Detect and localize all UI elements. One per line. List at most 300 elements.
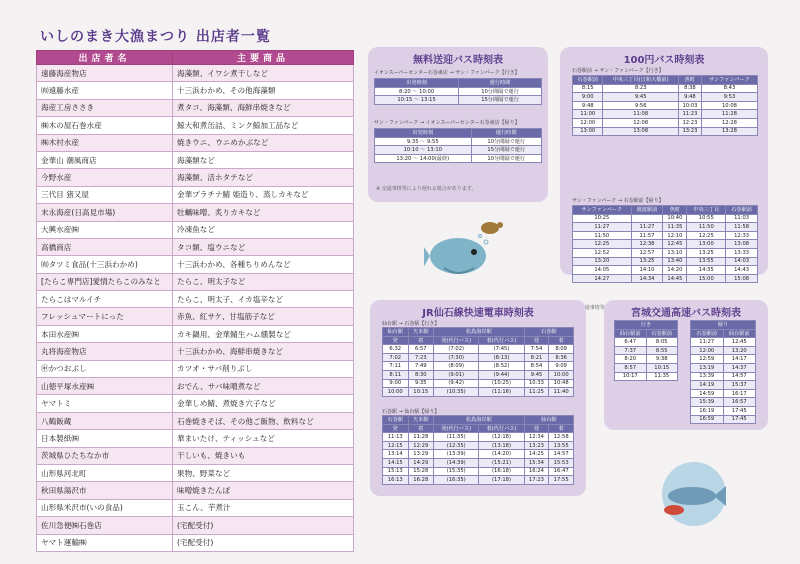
jr-go-row-cell: (9:01) [434, 370, 479, 379]
jr-go-row-cell: 8:54 [524, 362, 549, 371]
bus100-back-row-cell: 14:45 [663, 274, 687, 283]
jr-station-header: 仙台駅 [383, 328, 409, 337]
bus100-go-row [573, 118, 758, 127]
highway-back-row [691, 381, 756, 390]
vendor-name: 高橋商店 [37, 238, 173, 255]
vendor-row [37, 204, 354, 221]
jr-go-row-cell: (8:13) [479, 353, 524, 362]
highway-back-row [691, 338, 756, 347]
bus100-go-header: 魚町 [678, 76, 701, 85]
vendor-row [37, 134, 354, 151]
highway-go-row [615, 346, 678, 355]
vendor-name: 日本製紙㈱ [37, 430, 173, 447]
bus100-back-row-cell: 13:25 [631, 257, 663, 266]
shuttle-back-row [375, 137, 542, 146]
jr-go-row [383, 353, 574, 362]
shuttle-note: ※ 交通事情等により遅れる場合があります。 [376, 186, 477, 192]
bus100-go-table [572, 75, 758, 136]
vendor-row [37, 117, 354, 134]
shuttle-go-row-cell: 8:20 ～ 10:00 [375, 87, 459, 96]
highway-go-row-cell: 8:20 [615, 355, 647, 364]
bus100-go-row-cell: 10:08 [701, 101, 757, 110]
bus100-back-row [573, 214, 758, 223]
vendor-products: 赤魚、紅サケ、甘塩筋子など [173, 308, 354, 325]
jr-back-row-cell: 14:15 [383, 458, 409, 467]
vendor-products: タコ類、塩ウニなど [173, 238, 354, 255]
vendor-row [37, 499, 354, 516]
vendor-products: 海藻類、活ホタテなど [173, 169, 354, 186]
jr-go-row [383, 388, 574, 397]
jr-go-row-cell: 10:15 [408, 388, 434, 397]
jr-sub-header: 着 [549, 336, 574, 345]
jr-back-row-cell: (15:35) [434, 467, 479, 476]
highway-go-row [615, 338, 678, 347]
shuttle-back-row-cell: 10分間隔で運行 [471, 137, 541, 146]
bus100-go-row [573, 127, 758, 136]
highway-back-row [691, 363, 756, 372]
vendor-products: (宅配受付) [173, 517, 354, 534]
bus100-go-row [573, 110, 758, 119]
bus100-back-row-cell: 13:33 [726, 248, 758, 257]
vendor-products: 味噌焼きたんぽ [173, 482, 354, 499]
vendor-row [37, 482, 354, 499]
jr-go-row-cell: 8:11 [383, 370, 409, 379]
highway-back-row [691, 406, 756, 415]
vendor-row [37, 151, 354, 168]
bus100-back-row-cell: 12:38 [631, 240, 663, 249]
highway-go-row-cell: 11:35 [646, 372, 678, 381]
bus100-go-row [573, 101, 758, 110]
jr-back-row-cell: 12:34 [524, 433, 549, 442]
bus100-back-row-cell: 11:50 [573, 231, 632, 240]
jr-sub-header: 発(代行バス) [434, 424, 479, 433]
highway-back-row [691, 398, 756, 407]
vendor-table [36, 50, 354, 552]
bus100-back-header: 中央三丁目 [687, 206, 726, 215]
vendor-row [37, 221, 354, 238]
highway-go-row-cell: 9:38 [646, 355, 678, 364]
bus100-back-row-cell: 13:10 [663, 248, 687, 257]
bus100-back-table [572, 205, 758, 283]
vendor-row [37, 395, 354, 412]
highway-back-title: 帰り [691, 321, 756, 330]
jr-go-row-cell: 9:45 [524, 370, 549, 379]
highway-back-row-cell: 12:45 [723, 338, 756, 347]
vendor-products: 玉こん、芋煮汁 [173, 499, 354, 516]
bus100-go-row [573, 93, 758, 102]
bus100-back-row-cell: 14:05 [573, 266, 632, 275]
highway-back-header: 石巻駅前 [691, 329, 724, 338]
jr-go-row-cell: 7:11 [383, 362, 409, 371]
vendor-products: 華まいたけ、ティッシュなど [173, 430, 354, 447]
highway-back-row-cell: 14:19 [691, 381, 724, 390]
jr-go-row-cell: (11:16) [479, 388, 524, 397]
jr-back-row-cell: (17:18) [479, 476, 524, 485]
bus100-go-row-cell: 11:23 [678, 110, 701, 119]
bus100-go-row-cell: 12:28 [701, 118, 757, 127]
jr-go-row-cell: 9:00 [383, 379, 409, 388]
jr-sub-header: 発 [524, 424, 549, 433]
shuttle-back-row-cell: 9:35 ～ 9:55 [375, 137, 472, 146]
vendor-name: ㈱木村水産 [37, 134, 173, 151]
vendor-name: 茨城県ひたちなか市 [37, 447, 173, 464]
jr-sub-header: 発(代行バス) [434, 336, 479, 345]
vendor-name: ㊥かつおぶし [37, 360, 173, 377]
highway-back-row-cell: 12:00 [691, 346, 724, 355]
bus100-back-row-cell: 15:00 [687, 274, 726, 283]
fish-plate-illustration [654, 458, 734, 530]
vendor-row [37, 430, 354, 447]
jr-go-row-cell: 11:40 [549, 388, 574, 397]
bus100-go-row-cell: 9:48 [678, 93, 701, 102]
bus100-back-row-cell: 11:35 [663, 223, 687, 232]
vendor-products: 果物、野菜など [173, 464, 354, 481]
jr-go-row-cell: 11:25 [524, 388, 549, 397]
vendor-name: 遠藤海産物店 [37, 65, 173, 82]
bus100-back-row-cell: 13:00 [687, 240, 726, 249]
vendor-row [37, 308, 354, 325]
vendor-name: ㈲タツミ食品(十三浜わかめ) [37, 256, 173, 273]
jr-sub-header: 着(代行バス) [479, 336, 524, 345]
jr-back-row-cell: 13:23 [524, 441, 549, 450]
vendor-products: 干しいも、焼きいも [173, 447, 354, 464]
shuttle-back-row [375, 146, 542, 155]
vendor-name: [たらこ専門店]愛情たらこのみなと [37, 273, 173, 290]
bus100-go-row-cell: 13:00 [573, 127, 603, 136]
jr-go-row-cell: 6:57 [408, 345, 434, 354]
jr-title: JR仙石線快速電車時刻表 [422, 308, 534, 319]
jr-go-row-cell: (10:25) [479, 379, 524, 388]
jr-go-row-cell: (7:02) [434, 345, 479, 354]
shuttle-route-go: イオンスーパーセンター石巻東店 → サン・ファンパーク【行き】 [374, 70, 520, 76]
bus100-back-row-cell: 13:40 [663, 257, 687, 266]
jr-back-row-cell: 16:24 [524, 467, 549, 476]
highway-back-row [691, 389, 756, 398]
bus100-back-header: サンファンパーク [573, 206, 632, 215]
vendor-name: ㈱木の屋石巻水産 [37, 117, 173, 134]
bus100-back-row-cell: 13:08 [726, 240, 758, 249]
fish-turtle-illustration [424, 212, 508, 284]
bus100-back-row-cell: 12:57 [631, 248, 663, 257]
highway-back-row-cell: 15:39 [691, 398, 724, 407]
highway-go-header: 石巻駅前 [646, 329, 678, 338]
highway-go-row-cell: 8:57 [615, 363, 647, 372]
bus100-back-row-cell: 11:03 [726, 214, 758, 223]
bus100-back-row-cell: 11:27 [573, 223, 632, 232]
jr-back-row-cell: 17:23 [524, 476, 549, 485]
vendor-row [37, 378, 354, 395]
bus100-back-row-cell: 12:45 [663, 240, 687, 249]
shuttle-go-table [374, 78, 542, 105]
vendor-name: ㈲遠藤水産 [37, 82, 173, 99]
jr-station-header: 松島海岸駅 [434, 328, 525, 337]
jr-back-row-cell: 12:58 [549, 433, 574, 442]
bus100-route-go: 石巻駅前 → サン・ファンパーク【行き】 [572, 68, 664, 74]
jr-back-row-cell: 14:25 [524, 450, 549, 459]
jr-station-header: 矢本駅 [408, 328, 434, 337]
bus100-back-row-cell: 12:52 [573, 248, 632, 257]
bus100-back-row [573, 231, 758, 240]
highway-back-row-cell: 17:45 [723, 406, 756, 415]
vendor-name: 丸将海産物店 [37, 343, 173, 360]
jr-go-row-cell: 9:35 [408, 379, 434, 388]
highway-go-row-cell: 8:05 [646, 338, 678, 347]
bus100-back-row-cell: 11:57 [631, 231, 663, 240]
highway-back-row [691, 346, 756, 355]
highway-back-header: 仙台駅前 [723, 329, 756, 338]
bus100-back-row-cell: 13:55 [687, 257, 726, 266]
vendor-row [37, 256, 354, 273]
jr-back-row-cell: (16:18) [479, 467, 524, 476]
jr-back-row-cell: 15:34 [524, 458, 549, 467]
vendor-products: 十三浜わかめ、海鮮串焼きなど [173, 343, 354, 360]
bus100-go-row-cell: 8:43 [701, 84, 757, 93]
bus100-go-row-cell: 11:28 [701, 110, 757, 119]
vendor-name: 山徳平塚水産㈱ [37, 378, 173, 395]
jr-sub-header: 発 [383, 336, 409, 345]
highway-go-table [614, 320, 678, 381]
highway-go-header: 仙台駅前 [615, 329, 647, 338]
bus100-back-row [573, 223, 758, 232]
highway-title: 宮城交通高速バス時刻表 [631, 308, 741, 319]
jr-station-header: 石巻駅 [524, 328, 573, 337]
jr-back-row [383, 441, 574, 450]
bus100-go-row-cell: 9:48 [573, 101, 603, 110]
highway-back-row-cell: 16:19 [691, 406, 724, 415]
vendor-row [37, 325, 354, 342]
jr-go-row-cell: 7:23 [408, 353, 434, 362]
shuttle-back-header: 出発時刻 [375, 129, 472, 138]
jr-route-back: 石巻駅 → 仙台駅【帰り】 [382, 409, 440, 415]
vendor-row [37, 447, 354, 464]
bus100-go-row-cell: 8:23 [603, 84, 678, 93]
shuttle-back-row-cell: 10分間隔で運行 [471, 154, 541, 163]
vendor-row [37, 343, 354, 360]
jr-sub-header: 発 [524, 336, 549, 345]
jr-back-row-cell: 16:47 [549, 467, 574, 476]
highway-go-row-cell: 10:17 [615, 372, 647, 381]
vendor-products: 十三浜わかめ、各種ちりめんなど [173, 256, 354, 273]
vendor-products: 十三浜わかめ、その他海藻類 [173, 82, 354, 99]
vendor-row [37, 186, 354, 203]
shuttle-back-table [374, 128, 542, 163]
vendor-products: 焼きウニ、ウニめかぶなど [173, 134, 354, 151]
jr-go-row-cell: (7:45) [479, 345, 524, 354]
vendor-row [37, 517, 354, 534]
jr-go-row-cell: 8:09 [549, 345, 574, 354]
jr-back-row [383, 458, 574, 467]
vendor-name: 八鶴飯蔵 [37, 412, 173, 429]
jr-go-row [383, 345, 574, 354]
vendor-products: 海藻類など [173, 151, 354, 168]
bus100-title: 100円バス時刻表 [623, 55, 705, 66]
vendor-products: 金華プラチナ鯖 姫造り、蒸しカキなど [173, 186, 354, 203]
bus100-go-row-cell: 9:53 [701, 93, 757, 102]
bus100-go-header: 中央三丁目(日和大橋前) [603, 76, 678, 85]
jr-go-row-cell: (9:44) [479, 370, 524, 379]
shuttle-go-header: 出発時刻 [375, 79, 459, 88]
vendor-products: 石巻焼きそば、その他ご飯物、飲料など [173, 412, 354, 429]
highway-back-row-cell: 16:17 [723, 389, 756, 398]
shuttle-go-row-cell: 15分間隔で運行 [459, 96, 542, 105]
vendor-name: 本田水産㈱ [37, 325, 173, 342]
highway-back-row-cell: 17:45 [723, 415, 756, 424]
highway-go-row-cell: 8:55 [646, 346, 678, 355]
shuttle-go-row [375, 87, 542, 96]
vendor-products: カツオ・サバ削りぶし [173, 360, 354, 377]
highway-go-title: 行き [615, 321, 678, 330]
jr-back-row-cell: 16:13 [383, 476, 409, 485]
shuttle-back-row-cell: 15分間隔で運行 [471, 146, 541, 155]
jr-station-header: 石巻駅 [383, 416, 409, 425]
bus100-back-row [573, 248, 758, 257]
bus100-back-row-cell: 12:33 [726, 231, 758, 240]
bus100-back-row-cell: 14:03 [726, 257, 758, 266]
shuttle-back-row [375, 154, 542, 163]
vendor-name: 大興水産㈱ [37, 221, 173, 238]
jr-go-table [382, 327, 574, 397]
jr-sub-header: 着(代行バス) [479, 424, 524, 433]
bus100-back-row-cell: 10:55 [687, 214, 726, 223]
vendor-row [37, 169, 354, 186]
col-header-vendor: 出店者名 [37, 51, 173, 65]
highway-back-row [691, 415, 756, 424]
vendor-products: 冷凍魚など [173, 221, 354, 238]
bus100-go-row-cell: 11:00 [573, 110, 603, 119]
jr-back-row-cell: 13:55 [549, 441, 574, 450]
shuttle-go-header: 運行時間 [459, 79, 542, 88]
bus100-back-row-cell: 15:08 [726, 274, 758, 283]
jr-go-row-cell: 9:09 [549, 362, 574, 371]
jr-back-row [383, 467, 574, 476]
jr-go-row [383, 362, 574, 371]
bus100-panel [560, 47, 768, 282]
vendor-name: 山形県河北町 [37, 464, 173, 481]
highway-back-row-cell: 13:19 [691, 363, 724, 372]
jr-station-header: 松島海岸駅 [434, 416, 525, 425]
vendor-name: ヤマト運輸㈱ [37, 534, 173, 551]
highway-back-row [691, 372, 756, 381]
bus100-back-row-cell: 13:20 [573, 257, 632, 266]
highway-back-row-cell: 12:59 [691, 355, 724, 364]
bus100-back-row [573, 266, 758, 275]
jr-go-row-cell: (8:09) [434, 362, 479, 371]
jr-go-row-cell: (10:35) [434, 388, 479, 397]
highway-back-row-cell: 13:20 [723, 346, 756, 355]
highway-back-table [690, 320, 756, 424]
vendor-row [37, 82, 354, 99]
jr-go-row [383, 370, 574, 379]
highway-back-row-cell: 14:59 [691, 389, 724, 398]
highway-back-row-cell: 13:39 [691, 372, 724, 381]
jr-go-row-cell: (9:42) [434, 379, 479, 388]
vendor-products: 牡蠣味噌、炙りカキなど [173, 204, 354, 221]
bus100-go-header: サンファンパーク [701, 76, 757, 85]
jr-go-row-cell: 10:00 [383, 388, 409, 397]
bus100-back-row-cell: 14:34 [631, 274, 663, 283]
bus100-go-row-cell: 12:23 [678, 118, 701, 127]
bus100-go-row-cell: 10:03 [678, 101, 701, 110]
bus100-go-row-cell: 13:08 [603, 127, 678, 136]
jr-sub-header: 着 [408, 336, 434, 345]
vendor-row [37, 291, 354, 308]
bus100-go-row-cell: 12:00 [573, 118, 603, 127]
jr-back-row [383, 476, 574, 485]
vendor-name: 今野水産 [37, 169, 173, 186]
vendor-row [37, 99, 354, 116]
vendor-products: おでん、サバ味噌煮など [173, 378, 354, 395]
bus100-back-header: 石巻駅前 [726, 206, 758, 215]
jr-go-row-cell: 7:02 [383, 353, 409, 362]
jr-back-row-cell: (12:35) [434, 441, 479, 450]
vendor-row [37, 360, 354, 377]
vendor-name: 末永海産(日高見市場) [37, 204, 173, 221]
jr-sub-header: 着 [549, 424, 574, 433]
bus100-back-row-cell: 10:25 [573, 214, 632, 223]
bus100-back-row-cell: 10:40 [663, 214, 687, 223]
jr-go-row-cell: 7:54 [524, 345, 549, 354]
jr-back-table [382, 415, 574, 485]
vendor-name: 金華山 潮風商店 [37, 151, 173, 168]
vendor-products: (宅配受付) [173, 534, 354, 551]
jr-go-row-cell: 8:21 [524, 353, 549, 362]
jr-back-row-cell: 14:57 [549, 450, 574, 459]
shuttle-back-row-cell: 10:10 ～ 13:10 [375, 146, 472, 155]
jr-back-row-cell: 15:53 [549, 458, 574, 467]
shuttle-back-header: 運行時間 [471, 129, 541, 138]
jr-go-row [383, 379, 574, 388]
shuttle-title: 無料送迎バス時刻表 [413, 55, 503, 66]
vendor-name: 山形県米沢市(いの食品) [37, 499, 173, 516]
vendor-name: フレッシュマートにった [37, 308, 173, 325]
bus100-back-header: 魚町 [663, 206, 687, 215]
shuttle-go-row-cell: 10:15 ～ 13:15 [375, 96, 459, 105]
vendor-name: 秋田県湯沢市 [37, 482, 173, 499]
shuttle-go-row [375, 96, 542, 105]
jr-go-row-cell: (8:52) [479, 362, 524, 371]
highway-go-row [615, 355, 678, 364]
vendor-name: たらこはマルイチ [37, 291, 173, 308]
jr-back-row-cell: 17:55 [549, 476, 574, 485]
bus100-back-row [573, 257, 758, 266]
vendor-products: 煮タコ、海藻類、海鮮串焼きなど [173, 99, 354, 116]
highway-back-row-cell: 16:59 [691, 415, 724, 424]
jr-sub-header: 着 [408, 424, 434, 433]
jr-route-go: 仙台駅 → 石巻駅【行き】 [382, 321, 440, 327]
vendor-name: ヤマトミ [37, 395, 173, 412]
jr-back-row-cell: (16:35) [434, 476, 479, 485]
jr-back-row-cell: 15:13 [383, 467, 409, 476]
vendor-products: たらこ、明太子など [173, 273, 354, 290]
bus100-back-row-cell [631, 214, 663, 223]
bus100-go-row-cell: 13:23 [678, 127, 701, 136]
bus100-go-row-cell: 8:38 [678, 84, 701, 93]
bus100-back-row-cell: 14:35 [687, 266, 726, 275]
jr-back-row [383, 450, 574, 459]
bus100-back-row [573, 274, 758, 283]
vendor-name: 佐川急便㈱石巻店 [37, 517, 173, 534]
vendor-products: カキ鍋用、金華鯖生ハム燻製など [173, 325, 354, 342]
vendor-row [37, 65, 354, 82]
jr-go-row-cell: 7:49 [408, 362, 434, 371]
jr-go-row-cell: 10:00 [549, 370, 574, 379]
bus100-go-row-cell: 9:56 [603, 101, 678, 110]
bus100-go-row-cell: 9:45 [603, 93, 678, 102]
bus100-back-row-cell: 14:27 [573, 274, 632, 283]
bus100-back-row-cell: 12:25 [573, 240, 632, 249]
highway-back-row-cell: 14:37 [723, 363, 756, 372]
jr-back-row-cell: 12:29 [408, 441, 434, 450]
